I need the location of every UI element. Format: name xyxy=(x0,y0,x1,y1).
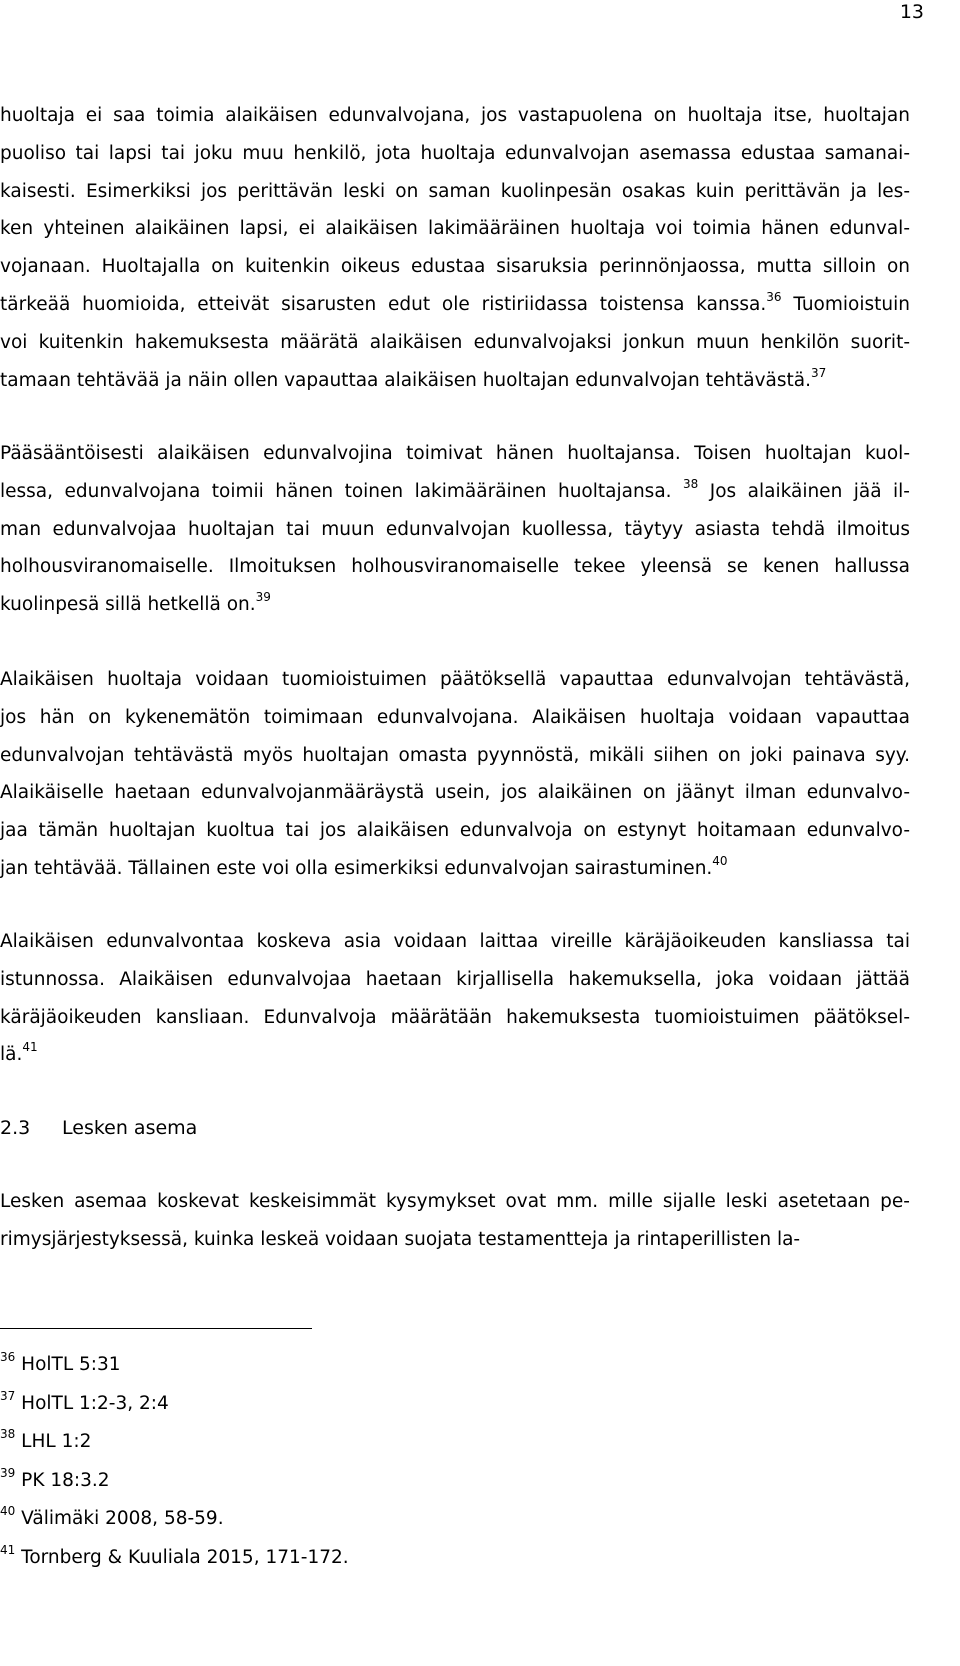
text-line: man edunvalvojaa huoltajan tai muun edunvalvojan kuollessa, täytyy asiasta tehdä ilmoitus xyxy=(0,518,910,540)
footnote-marker: 40 xyxy=(0,1504,16,1519)
footnote-text: PK 18:3.2 xyxy=(21,1469,110,1491)
footnote-39 xyxy=(0,1462,349,1501)
footnote-marker: 39 xyxy=(0,1465,16,1480)
footnote-41 xyxy=(0,1539,349,1578)
text-line: istunnossa. Alaikäisen edunvalvojaa haetaan kirjallisella hakemuksella, joka voidaan jättää xyxy=(0,968,910,990)
text-segment: lä. xyxy=(0,1044,23,1066)
text-line: Pääsääntöisesti alaikäisen edunvalvojina toimivat hänen huoltajansa. Toisen huoltajan kuol- xyxy=(0,443,910,464)
text-line: holhousviranomaiselle. Ilmoituksen holhousviranomaiselle tekee yleensä se kenen hallussa xyxy=(0,556,910,578)
text-segment: Jos alaikäinen jää il- xyxy=(709,480,910,502)
text-line: jaa tämän huoltajan kuoltua tai jos alaikäisen edunvalvoja on estynyt hoitamaan edunvalvo- xyxy=(0,820,910,842)
paragraph-4 xyxy=(0,923,910,1074)
paragraph-5 xyxy=(0,1183,910,1259)
text-line-with-footnote xyxy=(0,1036,910,1074)
text-line: käräjäoikeuden kansliaan. Edunvalvoja määrätään hakemuksesta tuomioistuimen päätöksel- xyxy=(0,1006,910,1028)
text-line: Alaikäisen edunvalvontaa koskeva asia voidaan laittaa vireille käräjäoikeuden kansliassa tai xyxy=(0,931,910,952)
text-line-with-footnote xyxy=(0,473,910,511)
text-line-with-footnote xyxy=(0,286,910,324)
text-line: kaisesti. Esimerkiksi jos perittävän leski on saman kuolinpesän osakas kuin perittävän ja les- xyxy=(0,180,910,202)
page-number: 13 xyxy=(899,1,924,23)
text-line: jos hän on kykenemätön toimimaan edunvalvojana. Alaikäisen huoltaja voidaan vapauttaa xyxy=(0,706,910,728)
paragraph-3 xyxy=(0,661,910,888)
text-line: rimysjärjestyksessä, kuinka leskeä voidaan suojata testamentteja ja rintaperillisten la- xyxy=(0,1228,801,1250)
text-line: puoliso tai lapsi tai joku muu henkilö, jota huoltaja edunvalvojan asemassa edustaa samanai- xyxy=(0,142,910,164)
text-line: voi kuitenkin hakemuksesta määrätä alaikäisen edunvalvojaksi jonkun muun henkilön suorit- xyxy=(0,331,910,353)
text-segment: tärkeää huomioida, etteivät sisarusten edut ole ristiriidassa toistensa kanssa. xyxy=(0,293,767,315)
text-line: Alaikäiselle haetaan edunvalvojanmääräystä usein, jos alaikäinen on jäänyt ilman edunvalvo- xyxy=(0,782,910,804)
footnote-marker: 38 xyxy=(0,1427,16,1442)
footnotes xyxy=(0,1346,349,1578)
footnote-ref-39[interactable]: 39 xyxy=(255,590,271,605)
text-line-with-footnote xyxy=(0,362,910,400)
footnote-ref-36[interactable]: 36 xyxy=(766,289,782,304)
section-number: 2.3 xyxy=(0,1117,31,1139)
footnote-36 xyxy=(0,1346,349,1385)
footnote-text: Välimäki 2008, 58-59. xyxy=(21,1508,224,1530)
footnote-marker: 41 xyxy=(0,1542,16,1557)
text-segment: jan tehtävää. Tällainen este voi olla esimerkiksi edunvalvojan sairastuminen. xyxy=(0,857,713,879)
text-line-with-footnote xyxy=(0,586,910,624)
text-line: huoltaja ei saa toimia alaikäisen edunvalvojana, jos vastapuolena on huoltaja itse, huoltajan xyxy=(0,105,910,126)
section-title: Lesken asema xyxy=(62,1117,198,1139)
section-heading xyxy=(0,1110,197,1146)
footnote-37 xyxy=(0,1385,349,1424)
text-line: Lesken asemaa koskevat keskeisimmät kysymykset ovat mm. mille sijalle leski asetetaan pe- xyxy=(0,1191,910,1212)
text-line-with-footnote xyxy=(0,850,910,888)
footnote-marker: 37 xyxy=(0,1388,16,1403)
paragraph-1 xyxy=(0,97,910,399)
paragraph-2 xyxy=(0,435,910,624)
footnote-text: HolTL 5:31 xyxy=(21,1354,121,1375)
footnote-ref-41[interactable]: 41 xyxy=(22,1040,38,1055)
text-segment: Tuomioistuin xyxy=(793,293,910,315)
footnote-marker: 36 xyxy=(0,1350,16,1364)
text-line: Alaikäisen huoltaja voidaan tuomioistuimen päätöksellä vapauttaa edunvalvojan tehtävästä, xyxy=(0,669,910,690)
footnote-text: Tornberg & Kuuliala 2015, 171-172. xyxy=(21,1546,349,1568)
footnote-text: HolTL 1:2-3, 2:4 xyxy=(21,1392,169,1414)
footnote-40 xyxy=(0,1500,349,1539)
footnote-text: LHL 1:2 xyxy=(21,1431,92,1453)
text-segment: tamaan tehtävää ja näin ollen vapauttaa alaikäisen huoltajan edunvalvojan tehtävästä. xyxy=(0,369,811,391)
footnote-ref-40[interactable]: 40 xyxy=(712,853,728,868)
footnote-38 xyxy=(0,1423,349,1462)
footnote-ref-37[interactable]: 37 xyxy=(810,365,827,380)
text-segment: kuolinpesä sillä hetkellä on. xyxy=(0,594,256,616)
text-line: ken yhteinen alaikäinen lapsi, ei alaikäisen lakimääräinen huoltaja voi toimia hänen edunval- xyxy=(0,218,910,240)
footnote-ref-38[interactable]: 38 xyxy=(683,476,699,491)
text-line: edunvalvojan tehtävästä myös huoltajan omasta pyynnöstä, mikäli siihen on joki painava syy. xyxy=(0,744,910,766)
text-line: vojanaan. Huoltajalla on kuitenkin oikeus edustaa sisaruksia perinnönjaossa, mutta silloin on xyxy=(0,256,910,278)
text-segment: lessa, edunvalvojana toimii hänen toinen lakimääräinen huoltajansa. xyxy=(0,480,672,502)
footnote-separator xyxy=(0,1328,312,1329)
